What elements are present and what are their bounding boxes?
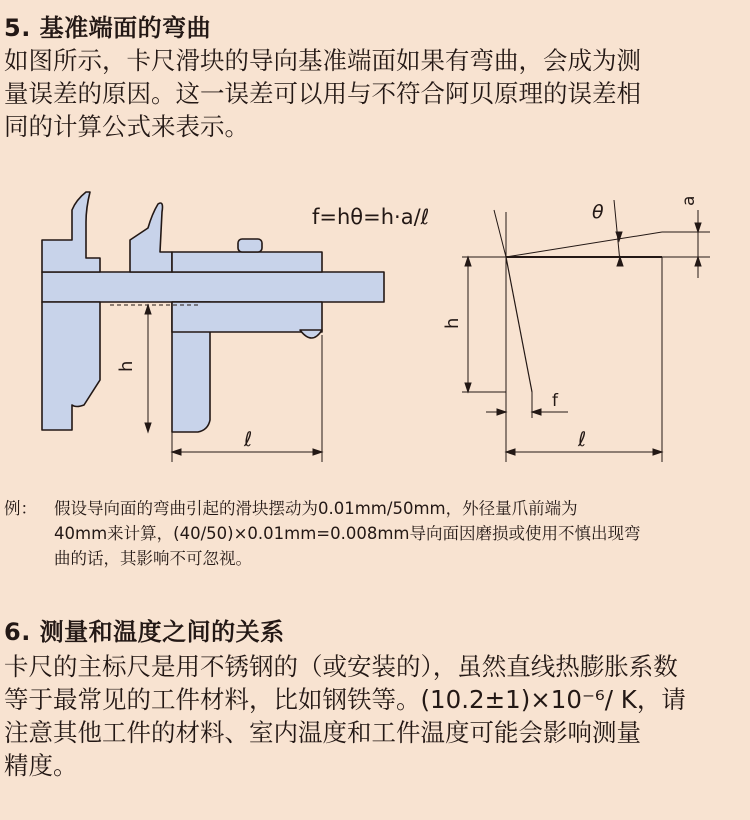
caliper-figure bbox=[0, 180, 750, 470]
paragraph-line: 卡尺的主标尺是用不锈钢的（或安装的），虽然直线热膨胀系数 bbox=[4, 652, 678, 681]
example-line: 曲的话，其影响不可忽视。 bbox=[54, 549, 252, 568]
section-5-paragraph bbox=[4, 44, 748, 143]
paragraph-line: 精度。 bbox=[4, 751, 78, 780]
geometry-diagram bbox=[462, 200, 710, 462]
paragraph-line: 同的计算公式来表示。 bbox=[4, 112, 249, 141]
right-h-label: h bbox=[442, 317, 463, 329]
example-line: 40mm来计算，(40/50)×0.01mm=0.008mm导向面因磨损或使用不慎出现弯 bbox=[54, 524, 641, 543]
left-h-label: h bbox=[116, 360, 137, 372]
paragraph-line: 注意其他工件的材料、室内温度和工件温度可能会影响测量 bbox=[4, 718, 641, 747]
example-text: 假设导向面的弯曲引起的滑块摆动为0.01mm/50mm，外径量爪前端为 bbox=[54, 499, 578, 518]
left-l-label: ℓ bbox=[244, 427, 253, 451]
section-5-title: 5. 基准端面的弯曲 bbox=[4, 14, 212, 42]
example-note bbox=[4, 496, 748, 571]
formula: f=hθ=h·a/ℓ bbox=[312, 205, 430, 229]
theta-label: θ bbox=[592, 201, 604, 223]
section-6-paragraph bbox=[4, 650, 748, 782]
section-6-title: 6. 测量和温度之间的关系 bbox=[4, 618, 285, 646]
right-l-label: ℓ bbox=[578, 427, 587, 451]
a-label: a bbox=[679, 195, 699, 206]
example-line bbox=[4, 496, 748, 521]
example-prefix: 例： bbox=[4, 499, 37, 518]
f-label: f bbox=[552, 391, 558, 411]
paragraph-line: 量误差的原因。这一误差可以用与不符合阿贝原理的误差相 bbox=[4, 79, 641, 108]
paragraph-line: 如图所示，卡尺滑块的导向基准端面如果有弯曲，会成为测 bbox=[4, 46, 641, 75]
paragraph-line: 等于最常见的工件材料，比如钢铁等。(10.2±1)×10⁻⁶/ K，请 bbox=[4, 685, 686, 714]
